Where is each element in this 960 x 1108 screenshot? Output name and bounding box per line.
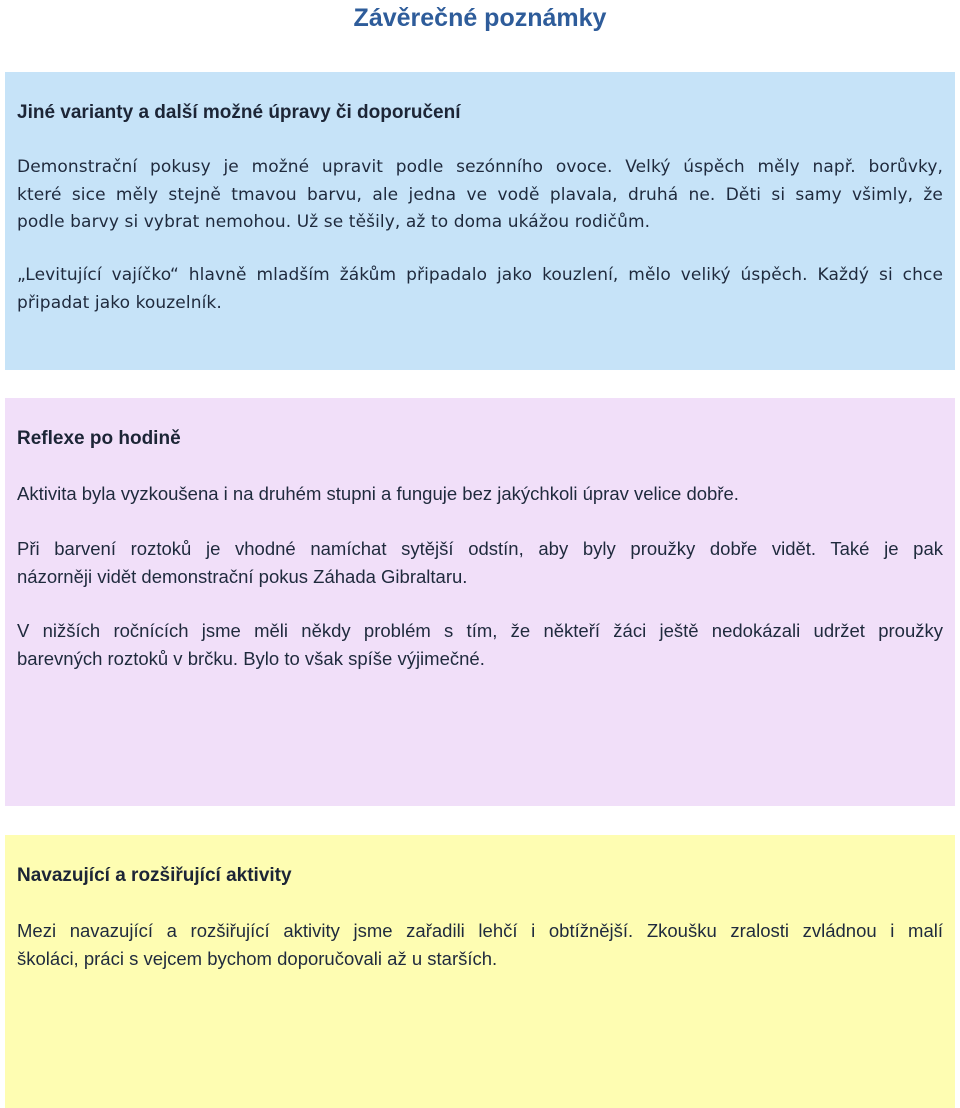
- followup-section: [5, 835, 955, 1108]
- variants-section: [5, 72, 955, 370]
- variants-heading: Jiné varianty a další možné úpravy či doporučení: [17, 102, 461, 123]
- reflection-paragraph-2: [17, 535, 943, 590]
- variants-paragraph-2: [17, 262, 943, 317]
- text-line: „Levitující vajíčko“ hlavně mladším žákům připadalo jako kouzlení, mělo veliký úspěch. Každý si chce: [17, 265, 943, 285]
- followup-heading: Navazující a rozšiřující aktivity: [17, 865, 292, 886]
- text-line: Mezi navazující a rozšiřující aktivity jsme zařadili lehčí i obtížnější. Zkoušku zralosti zvládnou i malí: [17, 920, 943, 941]
- reflection-heading: Reflexe po hodině: [17, 428, 181, 449]
- text-line: názorněji vidět demonstrační pokus Záhada Gibraltaru.: [17, 565, 468, 587]
- page-title: Závěrečné poznámky: [353, 4, 607, 32]
- text-line: připadat jako kouzelník.: [17, 292, 222, 313]
- variants-paragraph-1: [17, 154, 943, 237]
- reflection-paragraph-1: [17, 480, 943, 508]
- followup-paragraph-1: [17, 917, 943, 972]
- text-line: barevných roztoků v brčku. Bylo to však spíše výjimečné.: [17, 647, 485, 669]
- reflection-paragraph-3: [17, 617, 943, 672]
- text-line: Při barvení roztoků je vhodné namíchat sytější odstín, aby byly proužky dobře vidět. Také je pak: [17, 538, 943, 559]
- text-line: podle barvy si vybrat nemohou. Už se těšily, až to doma ukážou rodičům.: [17, 212, 651, 232]
- text-line: Demonstrační pokusy je možné upravit podle sezónního ovoce. Velký úspěch měly např. borůvky,: [17, 157, 943, 177]
- reflection-section: [5, 398, 955, 806]
- text-line: V nižších ročnících jsme měli někdy problém s tím, že někteří žáci ještě nedokázali udržet proužky: [17, 620, 943, 641]
- text-line: Aktivita byla vyzkoušena i na druhém stupni a funguje bez jakýchkoli úprav velice dobře.: [17, 483, 739, 504]
- text-line: školáci, práci s vejcem bychom doporučovali až u starších.: [17, 947, 498, 969]
- text-line: které sice měly stejně tmavou barvu, ale jedna ve vodě plavala, druhá ne. Děti si samy všimly, že: [17, 184, 943, 205]
